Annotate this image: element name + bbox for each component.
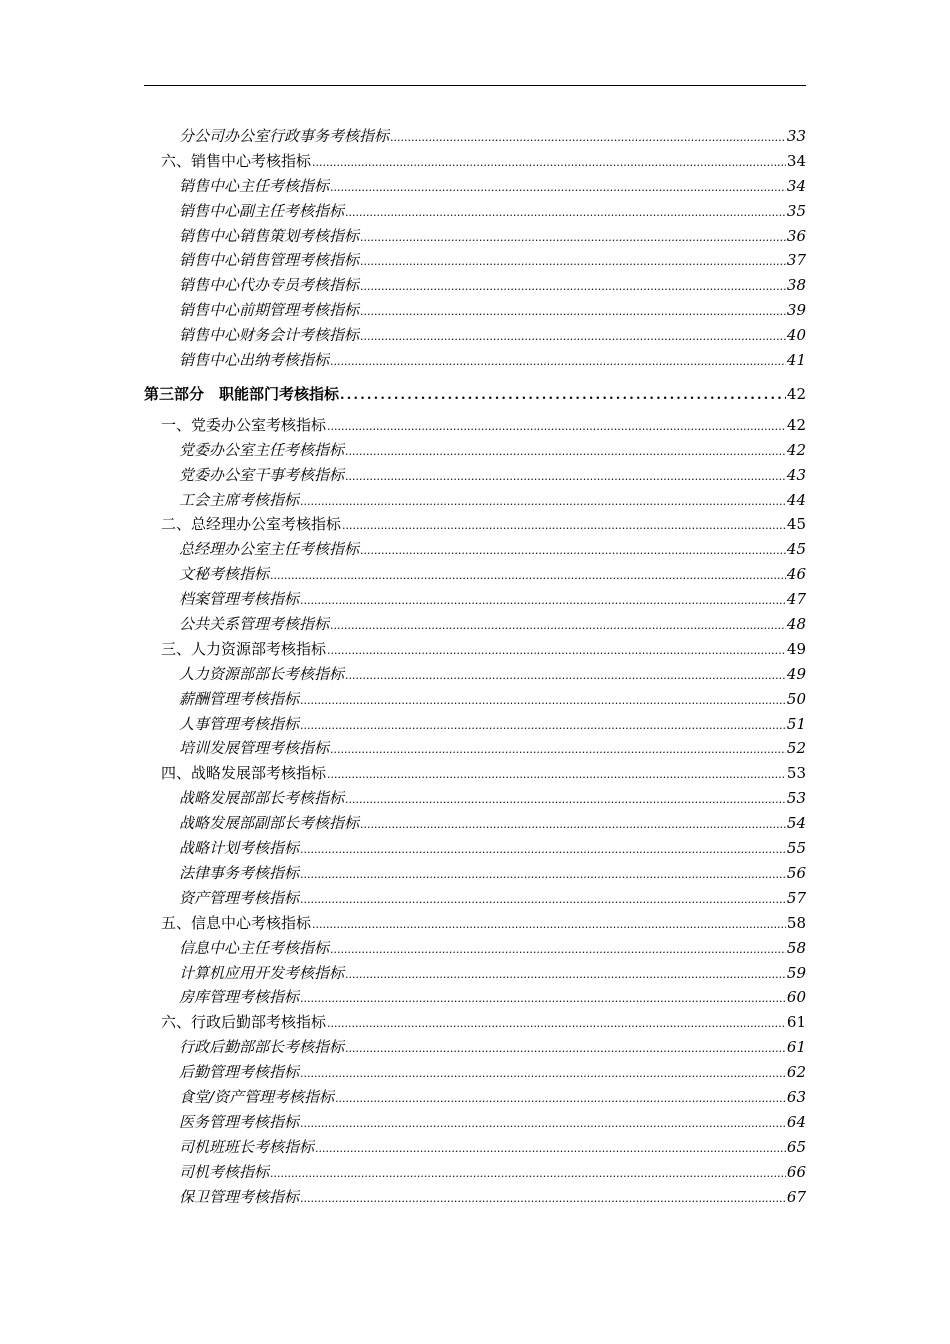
toc-subentry[interactable] — [144, 736, 806, 761]
toc-page-number: 58 — [786, 938, 806, 957]
toc-entry-title: 培训发展管理考核指标 — [179, 739, 330, 758]
toc-subentry[interactable] — [144, 348, 806, 373]
toc-page-number: 48 — [786, 615, 806, 634]
toc-dot-leader — [330, 176, 786, 199]
toc-dot-leader — [345, 664, 786, 687]
toc-subentry[interactable] — [144, 786, 806, 811]
toc-dot-leader — [342, 514, 786, 537]
toc-dot-leader — [345, 201, 786, 224]
toc-dot-leader — [360, 539, 786, 562]
toc-entry-title: 人力资源部部长考核指标 — [179, 664, 345, 683]
toc-dot-leader — [360, 325, 786, 348]
toc-page-number: 49 — [786, 664, 806, 683]
toc-page-number: 45 — [786, 515, 806, 534]
toc-dot-leader — [300, 987, 786, 1010]
toc-entry-title: 法律事务考核指标 — [179, 863, 300, 882]
toc-subentry[interactable] — [144, 961, 806, 986]
toc-page-number: 65 — [786, 1137, 806, 1156]
toc-page-number: 39 — [786, 301, 806, 320]
toc-entry-title: 分公司办公室行政事务考核指标 — [179, 127, 390, 145]
toc-subentry[interactable] — [144, 488, 806, 513]
toc-entry-title: 三、人力资源部考核指标 — [161, 639, 327, 658]
toc-dot-leader — [360, 250, 786, 273]
toc-dot-leader — [330, 614, 786, 637]
toc-entry-title: 工会主席考核指标 — [179, 490, 300, 509]
toc-entry-title: 销售中心前期管理考核指标 — [179, 301, 360, 320]
toc-subentry[interactable] — [144, 298, 806, 323]
toc-section-entry[interactable] — [144, 149, 806, 174]
toc-page-number: 59 — [786, 963, 806, 982]
toc-entry-title: 六、销售中心考核指标 — [161, 151, 312, 170]
toc-dot-leader — [335, 1087, 786, 1110]
toc-page-number: 40 — [786, 326, 806, 345]
toc-dot-leader — [360, 300, 786, 323]
toc-entry-title: 人事管理考核指标 — [179, 714, 300, 733]
toc-dot-leader — [360, 813, 786, 836]
toc-page-number: 54 — [786, 814, 806, 833]
toc-dot-leader — [330, 350, 786, 373]
toc-page-number: 60 — [786, 988, 806, 1007]
toc-page-number: 44 — [786, 490, 806, 509]
toc-page-number: 46 — [786, 565, 806, 584]
toc-entry-title: 战略发展部部长考核指标 — [179, 789, 345, 808]
toc-dot-leader — [300, 1187, 786, 1210]
toc-part-heading[interactable] — [144, 379, 806, 409]
toc-page-number: 47 — [786, 590, 806, 609]
toc-page-number: 61 — [786, 1013, 806, 1032]
toc-entry-title: 战略发展部副部长考核指标 — [179, 814, 360, 833]
toc-subentry[interactable] — [144, 662, 806, 687]
toc-dot-leader — [300, 1112, 786, 1135]
toc-subentry[interactable] — [144, 537, 806, 562]
toc-dot-leader — [330, 938, 786, 961]
toc-subentry[interactable] — [144, 224, 806, 249]
toc-section-entry[interactable] — [144, 512, 806, 537]
toc-dot-leader — [300, 838, 786, 861]
toc-entry-title: 资产管理考核指标 — [179, 888, 300, 907]
toc-dot-leader — [330, 738, 786, 761]
toc-entry-title: 销售中心代办专员考核指标 — [179, 276, 360, 295]
toc-page-number: 34 — [786, 151, 806, 170]
toc-subentry[interactable] — [144, 1185, 806, 1210]
toc-section-entry[interactable] — [144, 1010, 806, 1035]
toc-subentry[interactable] — [144, 936, 806, 961]
toc-dot-leader — [327, 763, 786, 786]
toc-entry-title: 四、战略发展部考核指标 — [161, 764, 327, 783]
toc-entry-title: 销售中心出纳考核指标 — [179, 351, 330, 370]
toc-subentry[interactable] — [144, 1060, 806, 1085]
toc-subentry[interactable] — [144, 712, 806, 737]
toc-page-number: 63 — [786, 1087, 806, 1106]
toc-page-number: 56 — [786, 863, 806, 882]
toc-section-entry[interactable] — [144, 761, 806, 786]
toc-entry-title: 后勤管理考核指标 — [179, 1063, 300, 1082]
toc-page-number: 43 — [786, 465, 806, 484]
toc-subentry[interactable] — [144, 861, 806, 886]
toc-dot-leader — [300, 888, 786, 911]
toc-subentry[interactable] — [144, 985, 806, 1010]
toc-page-number: 37 — [786, 251, 806, 270]
toc-page-number: 45 — [786, 540, 806, 559]
toc-dot-leader — [327, 639, 786, 662]
toc-entry-title: 信息中心主任考核指标 — [179, 938, 330, 957]
toc-subentry[interactable] — [144, 811, 806, 836]
toc-entry-title: 薪酬管理考核指标 — [179, 689, 300, 708]
toc-entry-title: 销售中心财务会计考核指标 — [179, 326, 360, 345]
header-rule — [144, 85, 806, 86]
toc-page-number: 62 — [786, 1063, 806, 1082]
toc-subentry[interactable] — [144, 463, 806, 488]
toc-section-entry[interactable] — [144, 637, 806, 662]
toc-subentry[interactable] — [144, 612, 806, 637]
toc-subentry[interactable] — [144, 1085, 806, 1110]
toc-dot-leader — [300, 689, 786, 712]
toc-page-number: 67 — [786, 1187, 806, 1206]
table-of-contents — [144, 124, 806, 1209]
toc-dot-leader — [315, 1137, 786, 1160]
toc-entry-title: 销售中心主任考核指标 — [179, 176, 330, 195]
toc-page-number: 53 — [786, 789, 806, 808]
toc-dot-leader — [360, 275, 786, 298]
toc-subentry[interactable] — [144, 836, 806, 861]
toc-subentry[interactable] — [144, 1035, 806, 1060]
toc-page-number: 34 — [786, 176, 806, 195]
toc-entry-title: 公共关系管理考核指标 — [179, 615, 330, 634]
toc-page-number: 51 — [786, 714, 806, 733]
toc-page-number: 50 — [786, 689, 806, 708]
toc-entry-title: 二、总经理办公室考核指标 — [161, 515, 342, 534]
toc-dot-leader — [300, 490, 786, 513]
toc-dot-leader — [312, 913, 786, 936]
toc-dot-leader — [300, 863, 786, 886]
toc-entry-title: 计算机应用开发考核指标 — [179, 963, 345, 982]
toc-dot-leader — [345, 465, 786, 488]
toc-page-number: 41 — [786, 351, 806, 370]
toc-subentry[interactable] — [144, 273, 806, 298]
toc-dot-leader — [270, 1162, 786, 1185]
toc-entry-title: 战略计划考核指标 — [179, 839, 300, 858]
toc-dot-leader — [300, 714, 786, 737]
toc-page-number: 33 — [786, 127, 806, 145]
toc-page-number: 53 — [786, 764, 806, 783]
toc-dot-leader — [327, 1012, 786, 1035]
toc-entry-title: 文秘考核指标 — [179, 565, 270, 584]
toc-dot-leader — [340, 381, 786, 409]
toc-subentry[interactable] — [144, 1135, 806, 1160]
toc-subentry[interactable] — [144, 1110, 806, 1135]
toc-subentry[interactable] — [144, 199, 806, 224]
toc-dot-leader — [345, 788, 786, 811]
toc-subentry[interactable] — [144, 562, 806, 587]
toc-entry-title: 档案管理考核指标 — [179, 590, 300, 609]
toc-dot-leader — [345, 1037, 786, 1060]
toc-page-number: 64 — [786, 1112, 806, 1131]
toc-page-number: 52 — [786, 739, 806, 758]
toc-page-number: 57 — [786, 888, 806, 907]
toc-page-number: 42 — [786, 384, 806, 403]
toc-subentry[interactable] — [144, 886, 806, 911]
toc-page-number: 55 — [786, 839, 806, 858]
toc-entry-title: 五、信息中心考核指标 — [161, 913, 312, 932]
toc-entry-title: 六、行政后勤部考核指标 — [161, 1013, 327, 1032]
toc-entry-title: 司机考核指标 — [179, 1162, 270, 1181]
toc-entry-title: 房库管理考核指标 — [179, 988, 300, 1007]
toc-page-number: 36 — [786, 226, 806, 245]
toc-entry-title: 党委办公室干事考核指标 — [179, 465, 345, 484]
toc-subentry[interactable] — [144, 587, 806, 612]
toc-page-number: 66 — [786, 1162, 806, 1181]
toc-subentry[interactable] — [144, 687, 806, 712]
toc-page-number: 49 — [786, 639, 806, 658]
toc-section-entry[interactable] — [144, 911, 806, 936]
toc-entry-title: 一、党委办公室考核指标 — [161, 415, 327, 434]
toc-entry-title: 销售中心销售策划考核指标 — [179, 226, 360, 245]
toc-page-number: 58 — [786, 913, 806, 932]
toc-page-number: 42 — [786, 415, 806, 434]
toc-entry-title: 第三部分 职能部门考核指标 — [144, 384, 340, 403]
toc-dot-leader — [345, 963, 786, 986]
toc-subentry[interactable] — [144, 1160, 806, 1185]
toc-dot-leader — [360, 226, 786, 249]
toc-entry-title: 销售中心销售管理考核指标 — [179, 251, 360, 270]
toc-dot-leader — [327, 415, 786, 438]
toc-page-number: 38 — [786, 276, 806, 295]
toc-dot-leader — [300, 1062, 786, 1085]
toc-page-number: 35 — [786, 201, 806, 220]
toc-entry-title: 保卫管理考核指标 — [179, 1187, 300, 1206]
toc-subentry[interactable] — [144, 323, 806, 348]
toc-page-number: 42 — [786, 440, 806, 459]
toc-subentry[interactable] — [144, 174, 806, 199]
toc-dot-leader — [270, 564, 786, 587]
toc-entry-title: 党委办公室主任考核指标 — [179, 440, 345, 459]
toc-entry-title: 总经理办公室主任考核指标 — [179, 540, 360, 559]
toc-entry-title: 食堂/资产管理考核指标 — [179, 1087, 335, 1106]
toc-subentry[interactable] — [144, 248, 806, 273]
toc-entry-title: 司机班班长考核指标 — [179, 1137, 315, 1156]
toc-dot-leader — [300, 589, 786, 612]
toc-entry-title: 行政后勤部部长考核指标 — [179, 1038, 345, 1057]
toc-subentry[interactable] — [144, 124, 806, 149]
toc-entry-title: 销售中心副主任考核指标 — [179, 201, 345, 220]
toc-dot-leader — [390, 126, 786, 149]
toc-dot-leader — [312, 151, 786, 174]
toc-subentry[interactable] — [144, 438, 806, 463]
toc-entry-title: 医务管理考核指标 — [179, 1112, 300, 1131]
toc-page-number: 61 — [786, 1038, 806, 1057]
toc-section-entry[interactable] — [144, 413, 806, 438]
toc-dot-leader — [345, 440, 786, 463]
